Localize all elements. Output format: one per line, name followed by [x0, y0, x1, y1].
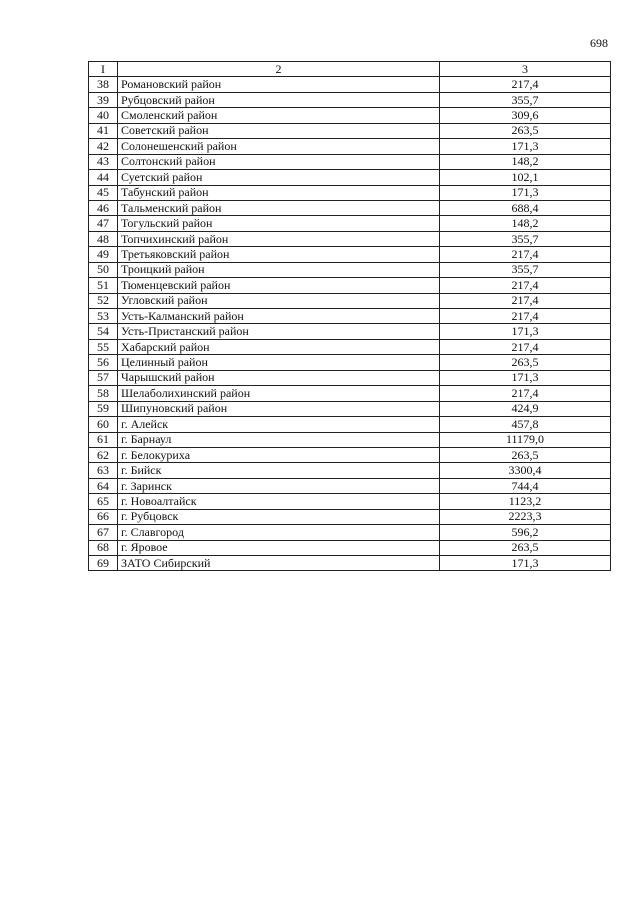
row-number-cell: 45 [89, 185, 118, 200]
district-name-cell: Солтонский район [118, 154, 440, 169]
value-cell: 217,4 [440, 278, 611, 293]
district-name-cell: Тюменцевский район [118, 278, 440, 293]
table-row [89, 278, 611, 293]
table-row [89, 293, 611, 308]
value-cell: 217,4 [440, 77, 611, 92]
table-row [89, 509, 611, 524]
row-number-cell: 48 [89, 231, 118, 246]
table-row [89, 154, 611, 169]
table-row [89, 108, 611, 123]
value-cell: 263,5 [440, 123, 611, 138]
value-cell: 102,1 [440, 170, 611, 185]
value-cell: 1123,2 [440, 494, 611, 509]
table-row [89, 139, 611, 154]
table-row [89, 525, 611, 540]
district-name-cell: Суетский район [118, 170, 440, 185]
value-cell: 596,2 [440, 525, 611, 540]
district-name-cell: Усть-Пристанский район [118, 324, 440, 339]
row-number-cell: 51 [89, 278, 118, 293]
row-number-cell: 49 [89, 247, 118, 262]
value-cell: 217,4 [440, 339, 611, 354]
value-cell: 148,2 [440, 216, 611, 231]
district-name-cell: Советский район [118, 123, 440, 138]
district-name-cell: Тальменский район [118, 200, 440, 215]
table-row [89, 386, 611, 401]
table-row [89, 123, 611, 138]
value-cell: 171,3 [440, 324, 611, 339]
value-cell: 355,7 [440, 231, 611, 246]
row-number-cell: 55 [89, 339, 118, 354]
district-name-cell: г. Рубцовск [118, 509, 440, 524]
table-row [89, 556, 611, 571]
value-cell: 263,5 [440, 355, 611, 370]
table-row [89, 200, 611, 215]
value-cell: 457,8 [440, 417, 611, 432]
table-row [89, 463, 611, 478]
row-number-cell: 67 [89, 525, 118, 540]
district-name-cell: Топчихинский район [118, 231, 440, 246]
table-row [89, 370, 611, 385]
row-number-cell: 66 [89, 509, 118, 524]
district-name-cell: г. Бийск [118, 463, 440, 478]
value-cell: 2223,3 [440, 509, 611, 524]
table-row [89, 540, 611, 555]
value-cell: 263,5 [440, 447, 611, 462]
row-number-cell: 53 [89, 309, 118, 324]
table-row [89, 494, 611, 509]
row-number-cell: 50 [89, 262, 118, 277]
value-cell: 744,4 [440, 478, 611, 493]
table-row [89, 77, 611, 92]
district-name-cell: Романовский район [118, 77, 440, 92]
row-number-cell: 68 [89, 540, 118, 555]
table-row [89, 262, 611, 277]
table-row [89, 401, 611, 416]
table-row [89, 231, 611, 246]
row-number-cell: 59 [89, 401, 118, 416]
table-row [89, 324, 611, 339]
row-number-cell: 54 [89, 324, 118, 339]
table-row [89, 417, 611, 432]
row-number-cell: 58 [89, 386, 118, 401]
table-body [89, 77, 611, 571]
district-name-cell: Угловский район [118, 293, 440, 308]
table-row [89, 92, 611, 107]
district-name-cell: Шелаболихинский район [118, 386, 440, 401]
district-name-cell: ЗАТО Сибирский [118, 556, 440, 571]
district-name-cell: Табунский район [118, 185, 440, 200]
row-number-cell: 63 [89, 463, 118, 478]
district-name-cell: Третьяковский район [118, 247, 440, 262]
row-number-cell: 65 [89, 494, 118, 509]
value-cell: 688,4 [440, 200, 611, 215]
district-name-cell: г. Яровое [118, 540, 440, 555]
district-name-cell: Чарышский район [118, 370, 440, 385]
district-name-cell: г. Славгород [118, 525, 440, 540]
table-row [89, 216, 611, 231]
table-row [89, 309, 611, 324]
value-cell: 171,3 [440, 370, 611, 385]
row-number-cell: 43 [89, 154, 118, 169]
table-header [89, 62, 611, 77]
district-name-cell: Смоленский район [118, 108, 440, 123]
row-number-cell: 38 [89, 77, 118, 92]
table-row [89, 478, 611, 493]
district-name-cell: Шипуновский район [118, 401, 440, 416]
value-cell: 148,2 [440, 154, 611, 169]
value-cell: 263,5 [440, 540, 611, 555]
district-name-cell: г. Новоалтайск [118, 494, 440, 509]
district-name-cell: Целинный район [118, 355, 440, 370]
row-number-cell: 64 [89, 478, 118, 493]
table-row [89, 185, 611, 200]
row-number-cell: 47 [89, 216, 118, 231]
page-number: 698 [590, 36, 608, 50]
value-cell: 217,4 [440, 247, 611, 262]
row-number-cell: 60 [89, 417, 118, 432]
row-number-cell: 69 [89, 556, 118, 571]
district-name-cell: Усть-Калманский район [118, 309, 440, 324]
row-number-cell: 62 [89, 447, 118, 462]
table-row [89, 447, 611, 462]
table-row [89, 170, 611, 185]
row-number-cell: 46 [89, 200, 118, 215]
header-cell-col3: 3 [440, 62, 611, 77]
district-name-cell: Рубцовский район [118, 92, 440, 107]
value-cell: 217,4 [440, 293, 611, 308]
row-number-cell: 40 [89, 108, 118, 123]
value-cell: 3300,4 [440, 463, 611, 478]
row-number-cell: 52 [89, 293, 118, 308]
header-cell-col2: 2 [118, 62, 440, 77]
district-name-cell: Хабарский район [118, 339, 440, 354]
value-cell: 424,9 [440, 401, 611, 416]
district-name-cell: г. Алейск [118, 417, 440, 432]
district-name-cell: Солонешенский район [118, 139, 440, 154]
table-row [89, 355, 611, 370]
value-cell: 171,3 [440, 185, 611, 200]
header-row [89, 62, 611, 77]
row-number-cell: 44 [89, 170, 118, 185]
table-row [89, 339, 611, 354]
row-number-cell: 39 [89, 92, 118, 107]
value-cell: 171,3 [440, 139, 611, 154]
district-name-cell: г. Барнаул [118, 432, 440, 447]
district-name-cell: г. Заринск [118, 478, 440, 493]
row-number-cell: 56 [89, 355, 118, 370]
district-name-cell: г. Белокуриха [118, 447, 440, 462]
district-name-cell: Тогульский район [118, 216, 440, 231]
row-number-cell: 57 [89, 370, 118, 385]
value-cell: 355,7 [440, 92, 611, 107]
row-number-cell: 42 [89, 139, 118, 154]
value-cell: 171,3 [440, 556, 611, 571]
data-table [88, 61, 611, 571]
row-number-cell: 41 [89, 123, 118, 138]
value-cell: 217,4 [440, 309, 611, 324]
header-cell-col1: I [89, 62, 118, 77]
value-cell: 11179,0 [440, 432, 611, 447]
row-number-cell: 61 [89, 432, 118, 447]
table-row [89, 432, 611, 447]
value-cell: 309,6 [440, 108, 611, 123]
table-row [89, 247, 611, 262]
value-cell: 217,4 [440, 386, 611, 401]
value-cell: 355,7 [440, 262, 611, 277]
district-name-cell: Троицкий район [118, 262, 440, 277]
